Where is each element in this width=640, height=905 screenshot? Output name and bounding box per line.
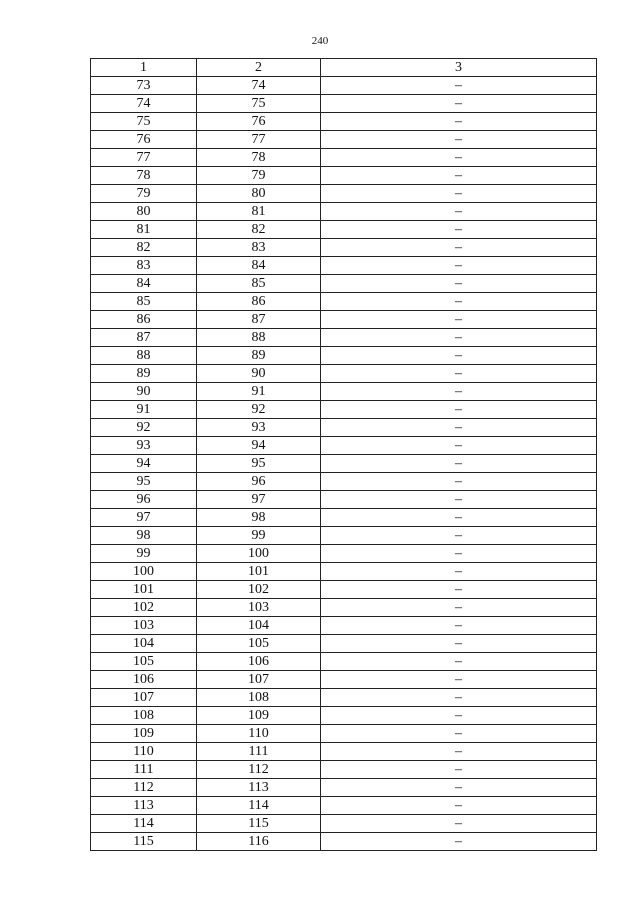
table-cell-col3: – (321, 797, 597, 815)
table-cell-col3: – (321, 383, 597, 401)
table-cell-col3: – (321, 203, 597, 221)
table-cell-col1: 101 (91, 581, 197, 599)
table-cell-col1: 112 (91, 779, 197, 797)
table-row (91, 95, 597, 113)
table-cell-col1: 109 (91, 725, 197, 743)
table-cell-col3: – (321, 419, 597, 437)
table-cell-col3: – (321, 635, 597, 653)
table-cell-col2: 74 (197, 77, 321, 95)
table-cell-col2: 95 (197, 455, 321, 473)
page-number: 240 (311, 35, 329, 47)
table-cell-col3: – (321, 599, 597, 617)
table-cell-col1: 106 (91, 671, 197, 689)
table-cell-col1: 93 (91, 437, 197, 455)
table-cell-col3: – (321, 617, 597, 635)
table-cell-col2: 111 (197, 743, 321, 761)
table-cell-col2: 89 (197, 347, 321, 365)
table-cell-col1: 104 (91, 635, 197, 653)
table-cell-col2: 88 (197, 329, 321, 347)
table-cell-col1: 97 (91, 509, 197, 527)
table-cell-col2: 104 (197, 617, 321, 635)
table-header-row (91, 59, 597, 77)
table-cell-col3: – (321, 509, 597, 527)
table-cell-col3: – (321, 347, 597, 365)
table-row (91, 743, 597, 761)
table-cell-col1: 88 (91, 347, 197, 365)
table-row (91, 311, 597, 329)
table-cell-col2: 82 (197, 221, 321, 239)
table-row (91, 509, 597, 527)
table-cell-col2: 101 (197, 563, 321, 581)
table-row (91, 761, 597, 779)
table-row (91, 329, 597, 347)
table-cell-col3: – (321, 491, 597, 509)
table-cell-col2: 90 (197, 365, 321, 383)
table-row (91, 797, 597, 815)
table-cell-col1: 111 (91, 761, 197, 779)
table-cell-col2: 103 (197, 599, 321, 617)
table-row (91, 131, 597, 149)
table-cell-col3: – (321, 239, 597, 257)
table-cell-col1: 107 (91, 689, 197, 707)
table-row (91, 473, 597, 491)
table-cell-col3: – (321, 815, 597, 833)
table-cell-col3: – (321, 329, 597, 347)
table-row (91, 599, 597, 617)
table-cell-col1: 103 (91, 617, 197, 635)
table-cell-col2: 76 (197, 113, 321, 131)
table-cell-col2: 81 (197, 203, 321, 221)
column-header-2: 2 (197, 59, 321, 77)
table-row (91, 815, 597, 833)
table-cell-col2: 86 (197, 293, 321, 311)
table-row (91, 563, 597, 581)
table-cell-col2: 96 (197, 473, 321, 491)
table-row (91, 707, 597, 725)
table-cell-col3: – (321, 653, 597, 671)
table-cell-col1: 83 (91, 257, 197, 275)
table-cell-col1: 84 (91, 275, 197, 293)
table-cell-col3: – (321, 455, 597, 473)
table-cell-col1: 99 (91, 545, 197, 563)
table-row (91, 149, 597, 167)
table-cell-col2: 116 (197, 833, 321, 851)
table-cell-col3: – (321, 113, 597, 131)
table-cell-col3: – (321, 473, 597, 491)
table-cell-col1: 115 (91, 833, 197, 851)
table-cell-col1: 110 (91, 743, 197, 761)
table-cell-col1: 108 (91, 707, 197, 725)
table-cell-col2: 110 (197, 725, 321, 743)
table-cell-col3: – (321, 293, 597, 311)
column-header-3: 3 (321, 59, 597, 77)
table-cell-col1: 82 (91, 239, 197, 257)
table-cell-col3: – (321, 365, 597, 383)
table-cell-col2: 77 (197, 131, 321, 149)
table-cell-col1: 80 (91, 203, 197, 221)
table-cell-col3: – (321, 275, 597, 293)
table-cell-col2: 91 (197, 383, 321, 401)
table-cell-col2: 83 (197, 239, 321, 257)
table-cell-col1: 86 (91, 311, 197, 329)
table-cell-col2: 84 (197, 257, 321, 275)
table-cell-col1: 92 (91, 419, 197, 437)
table-row (91, 113, 597, 131)
table-cell-col1: 102 (91, 599, 197, 617)
table-row (91, 293, 597, 311)
table-cell-col1: 74 (91, 95, 197, 113)
table-cell-col2: 97 (197, 491, 321, 509)
table-cell-col1: 78 (91, 167, 197, 185)
table-row (91, 617, 597, 635)
table-row (91, 239, 597, 257)
table-cell-col2: 107 (197, 671, 321, 689)
table-cell-col3: – (321, 221, 597, 239)
table-cell-col2: 92 (197, 401, 321, 419)
table-cell-col3: – (321, 95, 597, 113)
table-cell-col1: 81 (91, 221, 197, 239)
table-row (91, 383, 597, 401)
table-cell-col2: 102 (197, 581, 321, 599)
table-cell-col3: – (321, 77, 597, 95)
table-body (91, 59, 597, 851)
table-row (91, 833, 597, 851)
table-cell-col3: – (321, 779, 597, 797)
table-cell-col2: 94 (197, 437, 321, 455)
table-cell-col3: – (321, 167, 597, 185)
table-cell-col1: 94 (91, 455, 197, 473)
table-cell-col2: 80 (197, 185, 321, 203)
table-cell-col1: 98 (91, 527, 197, 545)
table-cell-col3: – (321, 833, 597, 851)
table-row (91, 671, 597, 689)
table-cell-col2: 109 (197, 707, 321, 725)
table-cell-col2: 99 (197, 527, 321, 545)
table-cell-col2: 113 (197, 779, 321, 797)
table-cell-col1: 113 (91, 797, 197, 815)
table-cell-col3: – (321, 725, 597, 743)
table-cell-col1: 85 (91, 293, 197, 311)
table-row (91, 725, 597, 743)
table-cell-col3: – (321, 743, 597, 761)
table-row (91, 257, 597, 275)
table-cell-col1: 90 (91, 383, 197, 401)
table-cell-col3: – (321, 761, 597, 779)
table-cell-col1: 89 (91, 365, 197, 383)
table-cell-col3: – (321, 131, 597, 149)
table-cell-col3: – (321, 671, 597, 689)
table-cell-col1: 76 (91, 131, 197, 149)
table-row (91, 779, 597, 797)
table-cell-col2: 75 (197, 95, 321, 113)
table-cell-col2: 93 (197, 419, 321, 437)
table-row (91, 221, 597, 239)
column-header-1: 1 (91, 59, 197, 77)
table-row (91, 347, 597, 365)
table-cell-col3: – (321, 527, 597, 545)
table-row (91, 635, 597, 653)
table-cell-col3: – (321, 311, 597, 329)
table-row (91, 455, 597, 473)
table-row (91, 419, 597, 437)
table-cell-col3: – (321, 401, 597, 419)
table-cell-col1: 105 (91, 653, 197, 671)
table-row (91, 491, 597, 509)
table-cell-col1: 96 (91, 491, 197, 509)
table-cell-col2: 87 (197, 311, 321, 329)
table-cell-col2: 108 (197, 689, 321, 707)
table-row (91, 653, 597, 671)
table-cell-col3: – (321, 437, 597, 455)
table-cell-col2: 78 (197, 149, 321, 167)
table-cell-col2: 105 (197, 635, 321, 653)
table-cell-col1: 75 (91, 113, 197, 131)
table-row (91, 185, 597, 203)
table-cell-col3: – (321, 689, 597, 707)
table-row (91, 437, 597, 455)
table-row (91, 365, 597, 383)
table-cell-col1: 73 (91, 77, 197, 95)
table-cell-col2: 106 (197, 653, 321, 671)
table-cell-col3: – (321, 563, 597, 581)
table-cell-col3: – (321, 257, 597, 275)
table-cell-col1: 77 (91, 149, 197, 167)
table-cell-col2: 85 (197, 275, 321, 293)
table-cell-col2: 98 (197, 509, 321, 527)
table-cell-col1: 95 (91, 473, 197, 491)
table-cell-col1: 100 (91, 563, 197, 581)
table-row (91, 689, 597, 707)
table-cell-col2: 100 (197, 545, 321, 563)
table-row (91, 527, 597, 545)
table-row (91, 545, 597, 563)
table-row (91, 581, 597, 599)
table-row (91, 77, 597, 95)
table-cell-col3: – (321, 545, 597, 563)
table-cell-col3: – (321, 149, 597, 167)
table-cell-col3: – (321, 185, 597, 203)
table-cell-col2: 79 (197, 167, 321, 185)
table-cell-col2: 115 (197, 815, 321, 833)
table-cell-col3: – (321, 581, 597, 599)
table-cell-col1: 79 (91, 185, 197, 203)
table-cell-col2: 112 (197, 761, 321, 779)
table-cell-col1: 114 (91, 815, 197, 833)
table-row (91, 275, 597, 293)
table-cell-col1: 91 (91, 401, 197, 419)
table-row (91, 401, 597, 419)
table-cell-col1: 87 (91, 329, 197, 347)
table-row (91, 167, 597, 185)
table-cell-col3: – (321, 707, 597, 725)
table-row (91, 203, 597, 221)
data-table (90, 58, 597, 851)
table-cell-col2: 114 (197, 797, 321, 815)
